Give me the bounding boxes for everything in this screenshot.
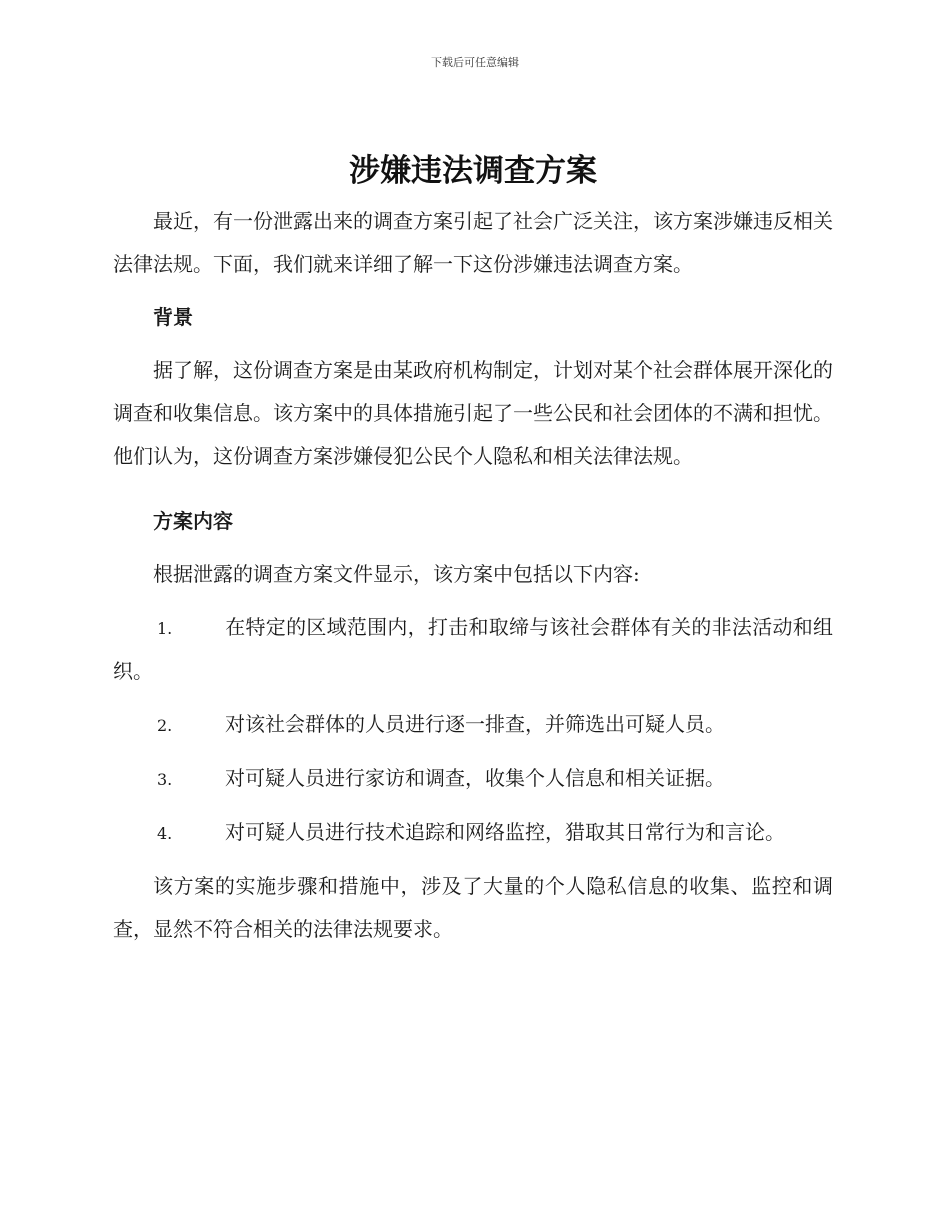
conclusion-paragraph: 该方案的实施步骤和措施中，涉及了大量的个人隐私信息的收集、监控和调查，显然不符合相关的法律法规要求。 <box>113 874 833 941</box>
list-item <box>113 703 833 747</box>
list-item-text: 对可疑人员进行家访和调查，收集个人信息和相关证据。 <box>225 766 725 790</box>
spacer <box>113 478 833 490</box>
list-item-number: 3. <box>157 770 173 789</box>
section-heading-background: 背景 <box>153 305 193 329</box>
intro-paragraph: 最近，有一份泄露出来的调查方案引起了社会广泛关注，该方案涉嫌违反相关法律法规。下面，我们就来详细了解一下这份涉嫌违法调查方案。 <box>113 209 833 276</box>
list-item <box>113 811 833 855</box>
document-title: 涉嫌违法调查方案 <box>349 153 597 189</box>
list-item-text: 对可疑人员进行技术追踪和网络监控，猎取其日常行为和言论。 <box>225 820 785 844</box>
page-header: 下载后可任意编辑 <box>431 56 519 69</box>
document-body <box>113 148 833 951</box>
list-item-text: 在特定的区域范围内，打击和取缔与该社会群体有关的非法活动和组织。 <box>113 615 833 683</box>
list-item-number: 4. <box>157 824 173 843</box>
background-paragraph: 据了解，这份调查方案是由某政府机构制定，计划对某个社会群体展开深化的调查和收集信息。该方案中的具体措施引起了一些公民和社会团体的不满和担忧。他们认为，这份调查方案涉嫌侵犯公民个人隐私和相关法律法规。 <box>113 358 833 468</box>
list-item <box>113 757 833 801</box>
list-item <box>113 606 833 693</box>
list-item-number: 2. <box>157 716 173 735</box>
content-intro-paragraph: 根据泄露的调查方案文件显示，该方案中包括以下内容: <box>153 562 640 586</box>
section-heading-content: 方案内容 <box>153 509 233 533</box>
list-item-number: 1. <box>157 619 173 638</box>
list-item-text: 对该社会群体的人员进行逐一排查，并筛选出可疑人员。 <box>225 712 725 736</box>
